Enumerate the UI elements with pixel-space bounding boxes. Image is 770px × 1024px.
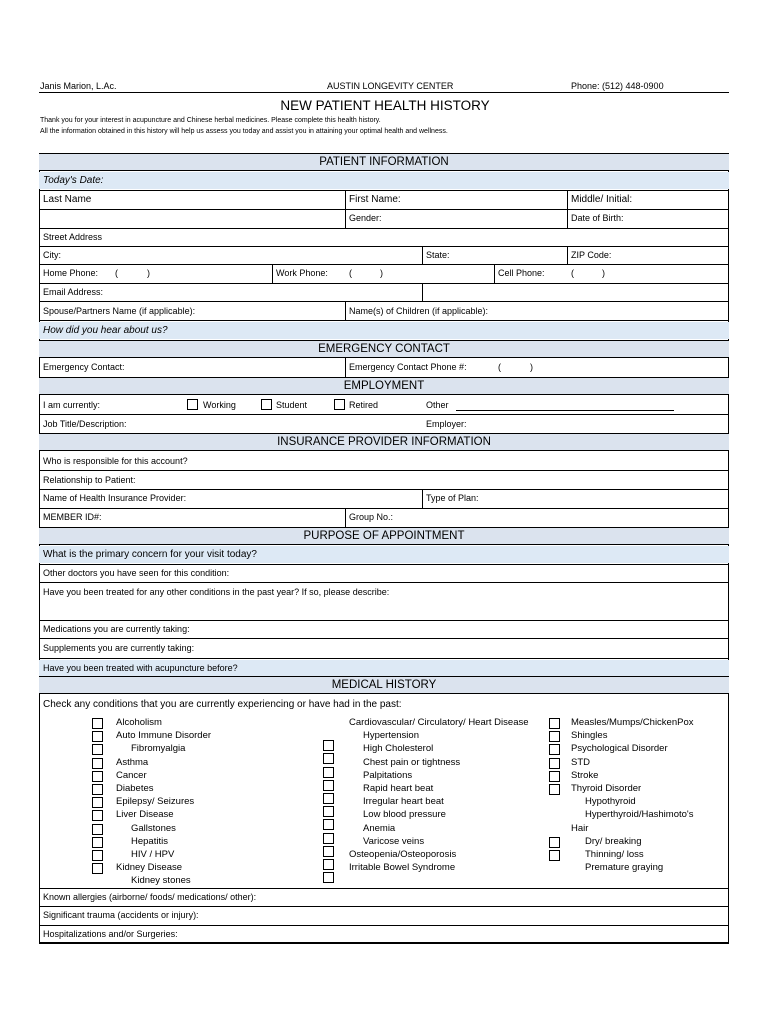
employer-label: Employer: (426, 419, 467, 429)
todays-date-label: Today's Date: (43, 175, 104, 186)
email-label: Email Address: (43, 287, 104, 297)
col2-checkbox-osteopenia-osteoporosis[interactable] (323, 859, 334, 870)
work-phone-label: Work Phone: (276, 268, 328, 278)
working-label: Working (203, 400, 236, 410)
condition-diabetes: Diabetes (116, 783, 154, 794)
work-phone-paren-open: ( (349, 268, 352, 278)
condition-irregular-heart-beat: Irregular heart beat (363, 796, 444, 808)
condition-gallstones: Gallstones (131, 822, 176, 834)
condition-cancer: Cancer (116, 769, 147, 781)
page-title: NEW PATIENT HEALTH HISTORY (280, 98, 490, 113)
col1-checkbox-hepatitis[interactable] (92, 837, 103, 848)
gender-label: Gender: (349, 213, 382, 223)
cell-phone-label: Cell Phone: (498, 268, 545, 278)
col2-checkbox-high-cholesterol[interactable] (323, 753, 334, 764)
section-medical-history: MEDICAL HISTORY (39, 676, 729, 694)
condition-epilepsy-seizures: Epilepsy/ Seizures (116, 796, 195, 808)
condition-hepatitis: Hepatitis (131, 835, 168, 847)
center-phone: Phone: (512) 448-0900 (571, 81, 664, 91)
col2-checkbox-irregular-heart-beat[interactable] (323, 806, 334, 817)
zip-label: ZIP Code: (571, 250, 612, 260)
condition-anemia: Anemia (363, 822, 396, 834)
retired-label: Retired (349, 400, 379, 410)
col2-checkbox-anemia[interactable] (323, 833, 334, 844)
col1-checkbox-auto-immune-disorder[interactable] (92, 731, 103, 742)
section-employment: EMPLOYMENT (39, 377, 729, 395)
medications-label: Medications you are currently taking: (43, 624, 190, 634)
center-name: AUSTIN LONGEVITY CENTER (327, 81, 454, 91)
condition-measles-mumps-chickenpox: Measles/Mumps/ChickenPox (571, 717, 694, 728)
condition-kidney-disease: Kidney Disease (116, 862, 183, 874)
city-label: City: (43, 250, 61, 260)
relationship-label: Relationship to Patient: (43, 475, 136, 485)
condition-shingles: Shingles (571, 730, 608, 742)
home-phone-paren-open: ( (115, 268, 118, 278)
todays-date-row (39, 172, 729, 189)
condition-thinning-loss: Thinning/ loss (585, 849, 644, 860)
section-emergency-contact: EMERGENCY CONTACT (39, 340, 729, 358)
condition-premature-graying: Premature graying (585, 862, 664, 874)
condition-high-cholesterol: High Cholesterol (363, 743, 434, 755)
other-label: Other (426, 400, 449, 410)
col2-checkbox-hypertension[interactable] (323, 740, 334, 751)
col1-checkbox-fibromyalgia[interactable] (92, 744, 103, 755)
practitioner-name: Janis Marion, L.Ac. (40, 81, 117, 91)
col1-checkbox-asthma[interactable] (92, 758, 103, 769)
col2-checkbox-irritable-bowel-syndrome[interactable] (323, 872, 334, 883)
intro-line-2: All the information obtained in this history will help us assess you today and assist you in attaining your optimal health and wellness. (40, 128, 448, 135)
currently-label: I am currently: (43, 400, 101, 410)
hear-about-label: How did you hear about us? (43, 325, 168, 336)
provider-label: Name of Health Insurance Provider: (43, 493, 187, 503)
children-label: Name(s) of Children (if applicable): (349, 306, 489, 316)
condition-asthma: Asthma (116, 756, 149, 768)
col3-checkbox-stroke[interactable] (549, 771, 560, 782)
cell-phone-paren-open: ( (571, 268, 574, 278)
col3-checkbox-thinning-loss[interactable] (549, 850, 560, 861)
col3-checkbox-psychological-disorder[interactable] (549, 744, 560, 755)
col3-checkbox-measles-mumps-chickenpox[interactable] (549, 718, 560, 729)
condition-chest-pain-or-tightness: Chest pain or tightness (363, 756, 461, 768)
emergency-phone-paren-close: ) (530, 362, 533, 372)
col1-checkbox-diabetes[interactable] (92, 784, 103, 795)
col1-checkbox-liver-disease[interactable] (92, 810, 103, 821)
concern-label: What is the primary concern for your visit today? (43, 549, 257, 560)
first-name-label: First Name: (349, 194, 401, 205)
col3-checkbox-dry-breaking[interactable] (549, 837, 560, 848)
col3-checkbox-std[interactable] (549, 758, 560, 769)
condition-fibromyalgia: Fibromyalgia (131, 743, 186, 755)
section-insurance: INSURANCE PROVIDER INFORMATION (39, 433, 729, 451)
condition-rapid-heart-beat: Rapid heart beat (363, 783, 434, 794)
member-id-label: MEMBER ID#: (43, 512, 102, 522)
col1-checkbox-epilepsy-seizures[interactable] (92, 797, 103, 808)
student-label: Student (276, 400, 308, 410)
work-phone-paren-close: ) (380, 268, 383, 278)
retired-checkbox[interactable] (334, 399, 345, 410)
street-address-label: Street Address (43, 232, 103, 242)
condition-cardiovascular-circulatory-heart-disease: Cardiovascular/ Circulatory/ Heart Disease (349, 717, 529, 728)
condition-palpitations: Palpitations (363, 769, 413, 781)
last-name-label: Last Name (43, 194, 92, 205)
emergency-phone-paren-open: ( (498, 362, 501, 372)
condition-dry-breaking: Dry/ breaking (585, 835, 642, 847)
col2-checkbox-rapid-heart-beat[interactable] (323, 793, 334, 804)
condition-hyperthyroid-hashimoto-s: Hyperthyroid/Hashimoto's (585, 809, 694, 821)
group-no-label: Group No.: (349, 512, 394, 522)
col1-checkbox-cancer[interactable] (92, 771, 103, 782)
section-appointment: PURPOSE OF APPOINTMENT (39, 527, 729, 545)
other-input-line[interactable] (456, 410, 674, 411)
condition-psychological-disorder: Psychological Disorder (571, 743, 668, 755)
trauma-label: Significant trauma (accidents or injury): (43, 910, 199, 920)
allergies-label: Known allergies (airborne/ foods/ medications/ other): (43, 892, 257, 902)
plan-label: Type of Plan: (426, 493, 479, 503)
condition-varicose-veins: Varicose veins (363, 835, 425, 847)
job-title-label: Job Title/Description: (43, 419, 127, 429)
dob-label: Date of Birth: (571, 213, 624, 223)
section-patient-information: PATIENT INFORMATION (39, 153, 729, 171)
col1-checkbox-alcoholism[interactable] (92, 718, 103, 729)
condition-hair: Hair (571, 822, 589, 834)
condition-std: STD (571, 756, 590, 768)
condition-kidney-stones: Kidney stones (131, 875, 191, 887)
header-rule (39, 92, 729, 93)
treated-label: Have you been treated for any other conditions in the past year? If so, please describe: (43, 587, 390, 597)
condition-auto-immune-disorder: Auto Immune Disorder (116, 730, 212, 742)
cell-phone-paren-close: ) (602, 268, 605, 278)
col1-checkbox-hiv-hpv[interactable] (92, 850, 103, 861)
condition-low-blood-pressure: Low blood pressure (363, 809, 446, 821)
col2-checkbox-varicose-veins[interactable] (323, 846, 334, 857)
hospitalizations-label: Hospitalizations and/or Surgeries: (43, 929, 178, 939)
condition-stroke: Stroke (571, 769, 599, 781)
condition-alcoholism: Alcoholism (116, 717, 162, 728)
responsible-label: Who is responsible for this account? (43, 456, 188, 466)
col3-checkbox-thyroid-disorder[interactable] (549, 784, 560, 795)
col1-checkbox-kidney-disease[interactable] (92, 863, 103, 874)
condition-hypertension: Hypertension (363, 730, 419, 742)
working-checkbox[interactable] (187, 399, 198, 410)
col2-checkbox-palpitations[interactable] (323, 780, 334, 791)
other-doctors-label: Other doctors you have seen for this condition: (43, 568, 230, 578)
col3-checkbox-shingles[interactable] (549, 731, 560, 742)
acupuncture-label: Have you been treated with acupuncture before? (43, 663, 238, 673)
middle-initial-label: Middle/ Initial: (571, 194, 633, 205)
intro-line-1: Thank you for your interest in acupuncture and Chinese herbal medicines. Please complete this health history. (40, 117, 381, 124)
home-phone-label: Home Phone: (43, 268, 99, 278)
col2-checkbox-low-blood-pressure[interactable] (323, 819, 334, 830)
col2-checkbox-chest-pain-or-tightness[interactable] (323, 767, 334, 778)
condition-irritable-bowel-syndrome: Irritable Bowel Syndrome (349, 862, 456, 874)
condition-osteopenia-osteoporosis: Osteopenia/Osteoporosis (349, 849, 457, 860)
emergency-phone-label: Emergency Contact Phone #: (349, 362, 467, 372)
condition-hiv-hpv: HIV / HPV (131, 849, 175, 860)
condition-liver-disease: Liver Disease (116, 809, 174, 821)
emergency-contact-label: Emergency Contact: (43, 362, 125, 372)
condition-thyroid-disorder: Thyroid Disorder (571, 783, 642, 794)
state-label: State: (426, 250, 450, 260)
condition-hypothyroid: Hypothyroid (585, 796, 636, 808)
col1-checkbox-gallstones[interactable] (92, 824, 103, 835)
conditions-prompt: Check any conditions that you are currently experiencing or have had in the past: (43, 699, 402, 710)
student-checkbox[interactable] (261, 399, 272, 410)
supplements-label: Supplements you are currently taking: (43, 643, 195, 653)
spouse-label: Spouse/Partners Name (if applicable): (43, 306, 196, 316)
home-phone-paren-close: ) (147, 268, 150, 278)
